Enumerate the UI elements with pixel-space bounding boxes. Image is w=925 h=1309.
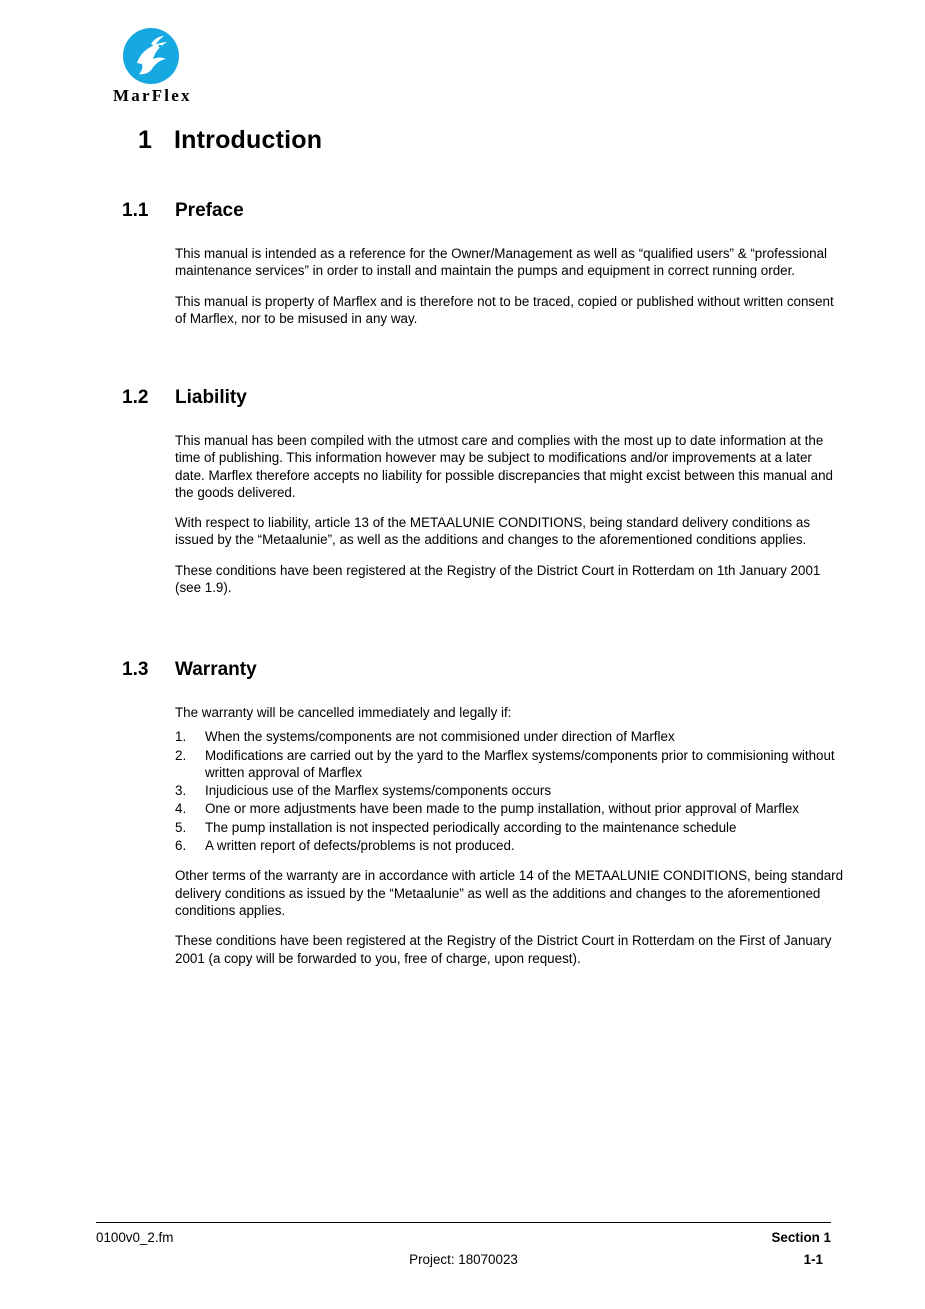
list-item-text: Modifications are carried out by the yard to the Marflex systems/components prior to commisioning without written approval of Marflex (205, 747, 835, 780)
paragraph: These conditions have been registered at the Registry of the District Court in Rotterdam on the First of January 2001 (a copy will be forwarded to you, free of charge, upon request). (175, 933, 832, 966)
chapter-number: 1 (138, 126, 153, 154)
warranty-list (175, 728, 844, 854)
list-item-number: 4. (175, 801, 187, 817)
dolphin-glyph (127, 33, 179, 81)
chapter-title: Introduction (174, 126, 323, 154)
list-item (175, 837, 844, 854)
paragraph: The warranty will be cancelled immediately and legally if: (175, 705, 512, 720)
list-item-text: One or more adjustments have been made to the pump installation, without prior approval of Marflex (205, 801, 799, 817)
list-item-number: 5. (175, 819, 187, 835)
dolphin-icon (123, 28, 187, 84)
list-item (175, 800, 844, 817)
section-title: Warranty (175, 659, 257, 680)
section-preface (122, 200, 844, 340)
list-item-text: A written report of defects/problems is not produced. (205, 838, 515, 854)
brand-wordmark: MarFlex (113, 86, 192, 105)
footer-row-top (96, 1230, 831, 1250)
section-heading (122, 387, 844, 409)
list-item-number: 2. (175, 747, 187, 763)
footer-divider (96, 1222, 831, 1223)
list-item (175, 747, 844, 782)
section-warranty (122, 659, 844, 980)
section-heading (122, 200, 844, 222)
list-item-text: Injudicious use of the Marflex systems/components occurs (205, 783, 552, 799)
paragraph: This manual has been compiled with the utmost care and complies with the most up to date information at the time of publishing. This information however may be subject to modifications and/or improvements at a later date. Marflex therefore accepts no liability for possible discrepancies that might excist between this manual and the goods delivered. (175, 433, 833, 500)
list-item-number: 3. (175, 783, 187, 799)
list-item-number: 1. (175, 729, 187, 745)
paragraph: These conditions have been registered at the Registry of the District Court in Rotterdam on 1th January 2001 (see 1.9). (175, 562, 821, 596)
page-title (138, 126, 322, 155)
list-item (175, 782, 844, 799)
list-item (175, 819, 844, 836)
section-title: Preface (175, 200, 244, 221)
list-item-text: When the systems/components are not commisioned under direction of Marflex (205, 729, 675, 745)
list-item-text: The pump installation is not inspected periodically according to the maintenance schedule (205, 819, 737, 835)
brand-logo (113, 28, 233, 106)
page-footer (96, 1222, 831, 1272)
section-title: Liability (175, 387, 247, 408)
footer-page-number: 1-1 (803, 1252, 823, 1267)
footer-file-name: 0100v0_2.fm (96, 1230, 174, 1245)
paragraph: This manual is property of Marflex and is therefore not to be traced, copied or published without written consent of Marflex, nor to be misused in any way. (175, 293, 834, 326)
list-item-number: 6. (175, 838, 187, 854)
section-number: 1.1 (122, 200, 149, 221)
paragraph: This manual is intended as a reference for the Owner/Management as well as “qualified users” & “professional maintenance services” in order to install and maintain the pumps and equipment in correct running order. (175, 246, 828, 279)
footer-project: Project: 18070023 (409, 1252, 518, 1267)
paragraph: With respect to liability, article 13 of the METAALUNIE CONDITIONS, being standard delivery conditions as issued by the “Metaalunie”, as well as the additions and changes to the aforementioned conditions applies. (175, 515, 811, 548)
section-heading (122, 659, 844, 681)
section-liability (122, 387, 844, 609)
section-number: 1.3 (122, 659, 149, 680)
footer-row-bottom (96, 1252, 831, 1272)
paragraph: Other terms of the warranty are in accordance with article 14 of the METAALUNIE CONDITIONS, being standard delivery conditions as issued by the “Metaalunie” as well as the additions and changes to the aforementioned conditions applies. (175, 868, 844, 918)
footer-section-label: Section 1 (771, 1230, 831, 1245)
section-number: 1.2 (122, 387, 149, 408)
list-item (175, 728, 844, 745)
